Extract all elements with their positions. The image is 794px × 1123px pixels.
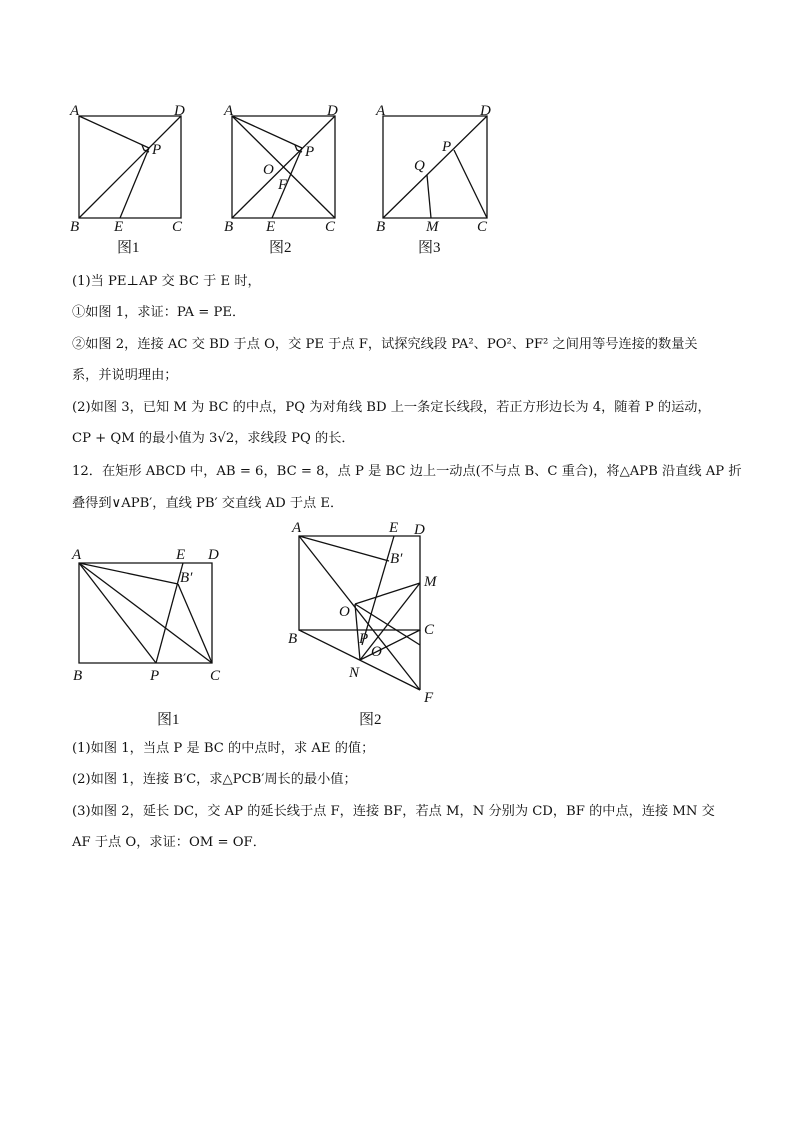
- label-B: B: [224, 219, 234, 235]
- label-B: B: [376, 219, 386, 235]
- q11-part1-head: (1)当 PE⊥AP 交 BC 于 E 时，: [72, 274, 261, 289]
- q11-part1-2b: 系，并说明理由；: [72, 368, 178, 383]
- label-P: P: [152, 142, 162, 158]
- label-D: D: [414, 522, 425, 538]
- label-C: C: [424, 622, 435, 638]
- q11-part2a: (2)如图 3，已知 M 为 BC 的中点，PQ 为对角线 BD 上一条定长线段，若正方形边长为 4，随着 P 的运动，: [72, 400, 711, 415]
- label-P: P: [305, 144, 315, 160]
- label-E: E: [114, 219, 124, 235]
- label-P: P: [442, 139, 452, 155]
- label-M: M: [426, 219, 439, 235]
- label-A: A: [224, 103, 234, 119]
- label-N: N: [349, 665, 360, 681]
- q12-part3b: AF 于点 O，求证：OM = OF．: [72, 835, 266, 850]
- label-A: A: [72, 547, 82, 563]
- label-B: B: [288, 631, 298, 647]
- label-M: M: [424, 574, 437, 590]
- label-E: E: [389, 520, 399, 536]
- label-D: D: [208, 547, 219, 563]
- label-O-upper: O: [339, 604, 350, 620]
- q11-part1-1: ①如图 1，求证：PA = PE．: [72, 305, 246, 320]
- label-E: E: [176, 547, 186, 563]
- q12-part2: (2)如图 1，连接 B′C，求△PCB′周长的最小值；: [72, 772, 357, 787]
- label-F: F: [424, 690, 434, 706]
- caption-top-fig3: 图3: [418, 240, 441, 256]
- label-B: B: [70, 219, 80, 235]
- q11-part1-2a: ②如图 2，连接 AC 交 BD 于点 O，交 PE 于点 F，试探究线段 PA²、PO²、PF² 之间用等号连接的数量关: [72, 337, 698, 352]
- label-C: C: [325, 219, 336, 235]
- caption-top-fig2: 图2: [269, 240, 292, 256]
- label-C: C: [477, 219, 488, 235]
- caption-top-fig1: 图1: [117, 240, 140, 256]
- label-C: C: [210, 668, 221, 684]
- segment-ab-prime: [299, 536, 389, 561]
- label-A: A: [376, 103, 386, 119]
- label-C: C: [172, 219, 183, 235]
- label-A: A: [70, 103, 80, 119]
- label-E: E: [266, 219, 276, 235]
- q11-part2b: CP + QM 的最小值为 3√2，求线段 PQ 的长．: [72, 431, 355, 446]
- label-F: F: [278, 177, 288, 193]
- label-B: B: [73, 668, 83, 684]
- label-D: D: [480, 103, 491, 119]
- caption-bottom-fig2: 图2: [359, 712, 382, 728]
- label-P: P: [359, 631, 369, 647]
- q12-part1: (1)如图 1，当点 P 是 BC 的中点时，求 AE 的值；: [72, 741, 375, 756]
- label-D: D: [327, 103, 338, 119]
- q12-stem-a: 12．在矩形 ABCD 中，AB = 6，BC = 8，点 P 是 BC 边上一动点(不与点 B、C 重合)，将△APB 沿直线 AP 折: [72, 464, 742, 479]
- caption-bottom-fig1: 图1: [157, 712, 180, 728]
- segment-n-c: [360, 630, 420, 660]
- label-O: O: [263, 162, 274, 178]
- label-A: A: [292, 520, 302, 536]
- q12-stem-b: 叠得到∨APB′，直线 PB′ 交直线 AD 于点 E．: [72, 496, 344, 511]
- label-P: P: [150, 668, 160, 684]
- label-B-prime: B′: [390, 551, 403, 567]
- q12-part3a: (3)如图 2，延长 DC，交 AP 的延长线于点 F，连接 BF，若点 M，N 分别为 CD，BF 的中点，连接 MN 交: [72, 804, 715, 819]
- label-D: D: [174, 103, 185, 119]
- segment-o-m: [355, 583, 420, 604]
- label-Q: Q: [414, 158, 425, 174]
- label-B-prime: B′: [180, 570, 193, 586]
- label-O-lower: O: [371, 644, 382, 660]
